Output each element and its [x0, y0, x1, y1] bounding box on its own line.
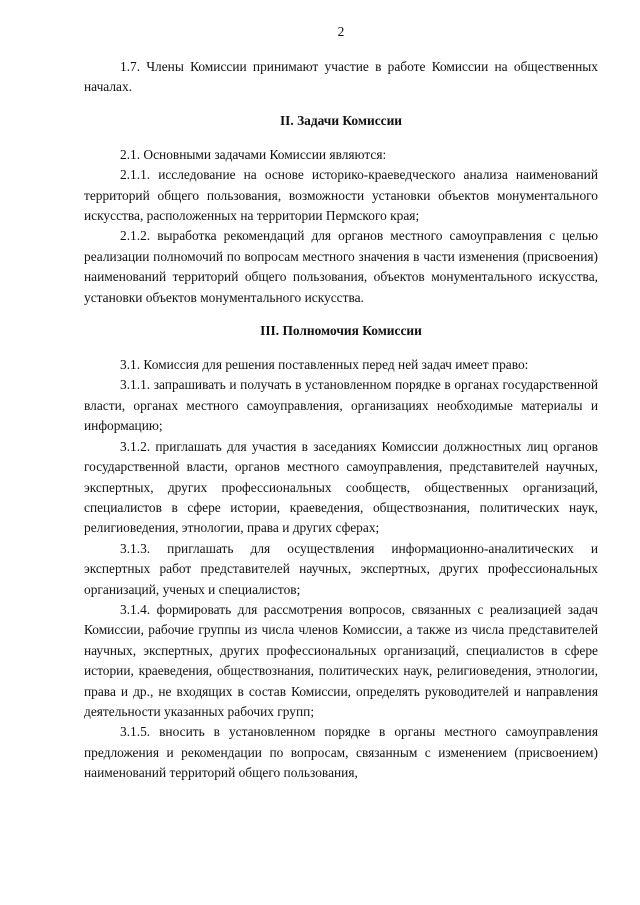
paragraph-3-1-4: 3.1.4. формировать для рассмотрения вопросов, связанных с реализацией задач Комиссии, рабочие группы из числа членов Комиссии, а также из числа представителей научных, экспертных, других профессиональных организаций, специалистов в сфере истории, краеведения, обществознания, политических наук, религиоведения, этнологии, права и др., не входящих в состав Комиссии, определять руководителей и направления деятельности указанных рабочих групп; [84, 601, 598, 719]
paragraph-3-1-5: 3.1.5. вносить в установленном порядке в органы местного самоуправления предложения и рекомендации по вопросам, связанным с изменением (присвоением) наименований территорий общего пользования, [84, 724, 598, 781]
paragraph-3-1-2: 3.1.2. приглашать для участия в заседаниях Комиссии должностных лиц органов государственной власти, органов местного самоуправления, представителей научных, экспертных, других профессиональных сообществ, общественных организаций, специалистов в сфере истории, краеведения, обществознания, политических наук, религиоведения, этнологии, права и других сферах; [84, 438, 598, 536]
page-number: 2 [337, 24, 345, 39]
paragraph-2-1-1: 2.1.1. исследование на основе историко-краеведческого анализа наименований территорий общего пользования, возможности установки объектов монументального искусства, расположенных на территории Пермского края; [84, 167, 598, 224]
paragraph-3-1-3: 3.1.3. приглашать для осуществления информационно-аналитических и экспертных работ представителей научных, экспертных, других профессиональных организаций, ученых и специалистов; [84, 540, 598, 597]
paragraph-2-1: 2.1. Основными задачами Комиссии являются: [120, 146, 387, 162]
section-heading-powers: III. Полномочия Комиссии [260, 323, 422, 339]
paragraph-1-7: 1.7. Члены Комиссии принимают участие в работе Комиссии на общественных началах. [84, 59, 598, 95]
paragraph-3-1-1: 3.1.1. запрашивать и получать в установленном порядке в органах государственной власти, органах местного самоуправления, организациях необходимые материалы и информацию; [84, 377, 598, 434]
document-page [84, 22, 598, 784]
section-heading-tasks: II. Задачи Комиссии [279, 112, 403, 128]
paragraph-3-1: 3.1. Комиссия для решения поставленных перед ней задач имеет право: [120, 357, 529, 373]
paragraph-2-1-2: 2.1.2. выработка рекомендаций для органов местного самоуправления с целью реализации полномочий по вопросам местного значения в части изменения (присвоения) наименований территорий общего пользования, объектов монументального искусства, установки объектов монументального искусства. [84, 228, 598, 305]
